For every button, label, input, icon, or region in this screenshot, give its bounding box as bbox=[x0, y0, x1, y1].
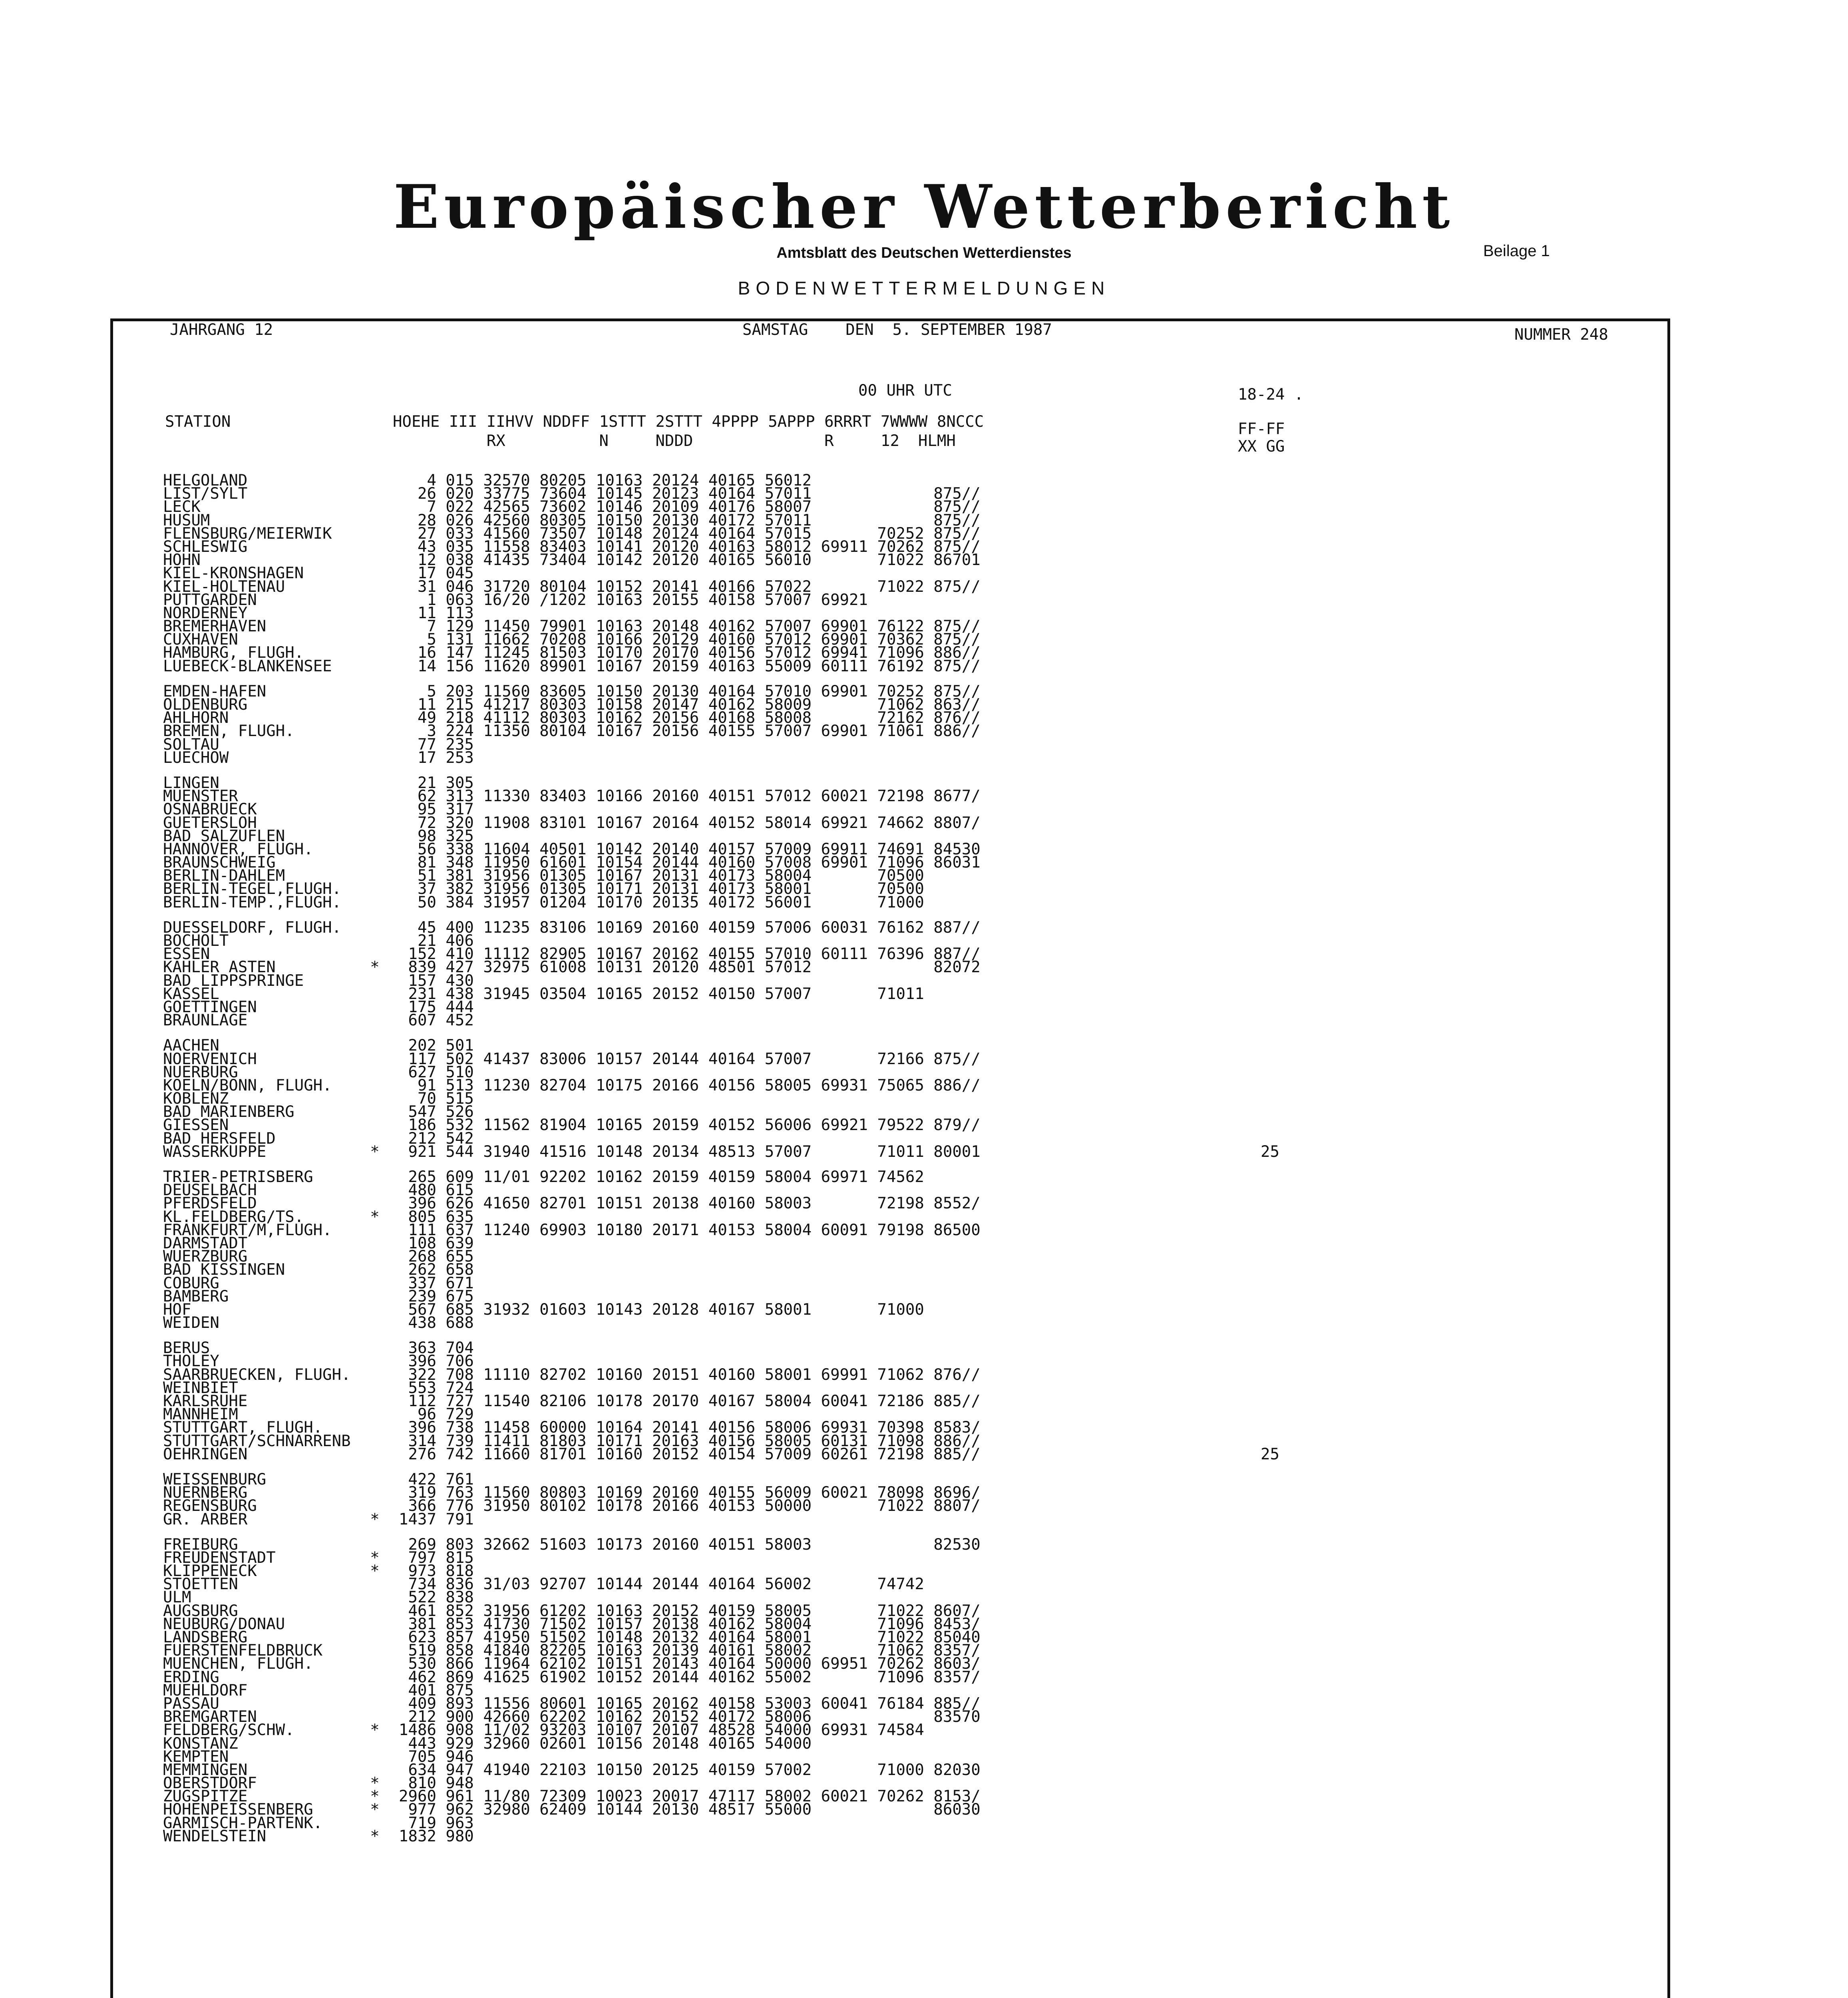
mountain-station-marker: * bbox=[370, 958, 380, 977]
station-report-codes: 21 305 bbox=[399, 774, 474, 792]
station-name: COBURG bbox=[163, 1274, 219, 1292]
station-name: KOBLENZ bbox=[163, 1090, 229, 1108]
station-report-codes: 805 635 bbox=[399, 1208, 474, 1226]
station-report-codes: 175 444 bbox=[399, 998, 474, 1016]
station-report-codes: 31 046 31720 80104 10152 20141 40166 57022 71022 875// bbox=[399, 577, 981, 596]
section-heading: BODENWETTERMELDUNGEN bbox=[738, 278, 1110, 299]
subtitle: Amtsblatt des Deutschen Wetterdienstes bbox=[776, 245, 1072, 261]
station-name: LINGEN bbox=[163, 774, 219, 792]
station-name: LUEBECK-BLANKENSEE bbox=[163, 657, 332, 675]
mountain-station-marker: * bbox=[370, 1801, 380, 1819]
side-header-2: FF-FF bbox=[1238, 420, 1285, 438]
column-station-header: STATION bbox=[165, 413, 231, 431]
station-report-codes: 262 658 bbox=[399, 1261, 474, 1279]
table-row bbox=[163, 724, 981, 738]
station-name: NORDERNEY bbox=[163, 604, 248, 622]
station-report-codes: 96 729 bbox=[399, 1405, 474, 1424]
mountain-station-marker: * bbox=[370, 1510, 380, 1528]
table-row bbox=[163, 735, 981, 754]
station-name: FRANKFURT/M,FLUGH. bbox=[163, 1221, 332, 1239]
station-name: WENDELSTEIN bbox=[163, 1827, 267, 1845]
station-report-codes: 461 852 31956 61202 10163 20152 40159 58005 71022 8607/ bbox=[399, 1602, 981, 1620]
table-row bbox=[163, 1234, 981, 1252]
station-report-codes: 95 317 bbox=[399, 800, 474, 819]
table-row bbox=[163, 816, 981, 830]
station-name: BERLIN-DAHLEM bbox=[163, 867, 285, 885]
group-spacer bbox=[163, 1027, 981, 1039]
station-name: LUECHOW bbox=[163, 748, 229, 767]
table-row bbox=[163, 1170, 981, 1184]
station-name: WASSERKUPPE bbox=[163, 1142, 267, 1161]
station-report-codes: 1 063 16/20 /1202 10163 20155 40158 57007 69921 bbox=[399, 591, 868, 609]
side-header-1: 18-24 . bbox=[1238, 386, 1304, 404]
station-report-codes: 51 381 31956 01305 10167 20131 40173 58004 70500 bbox=[399, 867, 924, 885]
station-name: NOERVENICH bbox=[163, 1050, 257, 1068]
station-name: MEMMINGEN bbox=[163, 1761, 248, 1779]
station-name: KAHLER ASTEN bbox=[163, 958, 276, 977]
station-name: GUETERSLOH bbox=[163, 814, 257, 832]
station-report-codes: 396 706 bbox=[399, 1352, 474, 1371]
station-report-codes: 623 857 41950 51502 10148 20132 40164 58001 71022 85040 bbox=[399, 1628, 981, 1646]
station-report-codes: 17 045 bbox=[399, 564, 474, 583]
station-report-codes: 16 147 11245 81503 10170 20170 40156 57012 69941 71096 886// bbox=[399, 644, 981, 662]
station-report-codes: 157 430 bbox=[399, 971, 474, 990]
station-name: HUSUM bbox=[163, 511, 210, 529]
station-name: BAD MARIENBERG bbox=[163, 1103, 294, 1121]
station-name: BAD HERSFELD bbox=[163, 1129, 276, 1148]
table-row bbox=[163, 1011, 981, 1030]
table-row bbox=[163, 748, 981, 767]
station-report-codes: 921 544 31940 41516 10148 20134 48513 57007 71011 80001 bbox=[399, 1142, 981, 1161]
station-report-codes: 27 033 41560 73507 10148 20124 40164 57015 70252 875// bbox=[399, 524, 981, 543]
station-name: DARMSTADT bbox=[163, 1234, 248, 1252]
station-name: THOLEY bbox=[163, 1352, 219, 1371]
station-name: KOELN/BONN, FLUGH. bbox=[163, 1076, 332, 1095]
station-name: WUERZBURG bbox=[163, 1248, 248, 1266]
station-report-codes: 1486 908 11/02 93203 10107 20107 48528 54000 69931 74584 bbox=[399, 1721, 924, 1739]
table-row bbox=[163, 1510, 981, 1528]
station-name: PFERDSFELD bbox=[163, 1194, 257, 1213]
station-report-codes: 1437 791 bbox=[399, 1510, 474, 1528]
station-report-codes: 322 708 11110 82702 10160 20151 40160 58001 69991 71062 876// bbox=[399, 1365, 981, 1384]
side-value: 25 bbox=[1261, 1445, 1279, 1463]
table-row bbox=[163, 1221, 981, 1239]
station-report-codes: 117 502 41437 83006 10157 20144 40164 57007 72166 875// bbox=[399, 1050, 981, 1068]
station-name: NUERNBERG bbox=[163, 1484, 248, 1502]
station-name: WEINBIET bbox=[163, 1379, 238, 1397]
station-report-codes: 56 338 11604 40501 10142 20140 40157 57009 69911 74691 84530 bbox=[399, 840, 981, 858]
station-report-codes: 11 113 bbox=[399, 604, 474, 622]
station-name: BERLIN-TEGEL,FLUGH. bbox=[163, 880, 342, 898]
table-row bbox=[163, 1763, 981, 1777]
time-label: 00 UHR UTC bbox=[858, 382, 952, 400]
station-name: MANNHEIM bbox=[163, 1405, 238, 1424]
station-name: NEUBURG/DONAU bbox=[163, 1615, 285, 1633]
station-name: FELDBERG/SCHW. bbox=[163, 1721, 294, 1739]
table-row bbox=[163, 787, 981, 806]
station-name: MUEHLDORF bbox=[163, 1681, 248, 1699]
station-name: OSNABRUECK bbox=[163, 800, 257, 819]
station-name: AHLHORN bbox=[163, 709, 229, 727]
station-name: ESSEN bbox=[163, 945, 210, 963]
station-report-codes: 977 962 32980 62409 10144 20130 48517 55000 86030 bbox=[399, 1801, 981, 1819]
table-row bbox=[163, 987, 981, 1001]
station-name: KLIPPENECK bbox=[163, 1562, 257, 1580]
table-row bbox=[163, 1050, 981, 1068]
table-row bbox=[163, 1814, 981, 1832]
station-name: KIEL-KRONSHAGEN bbox=[163, 564, 304, 583]
table-row bbox=[163, 1300, 981, 1319]
table-row bbox=[163, 1365, 981, 1384]
station-name: BAD KISSINGEN bbox=[163, 1261, 285, 1279]
station-report-codes: 81 348 11950 61601 10154 20144 40160 57008 69901 71096 86031 bbox=[399, 854, 981, 872]
station-report-codes: 319 763 11560 80803 10169 20160 40155 56009 60021 78098 8696/ bbox=[399, 1484, 981, 1502]
station-name: HELGOLAND bbox=[163, 472, 248, 490]
station-report-codes: 70 515 bbox=[399, 1090, 474, 1108]
station-name: BERLIN-TEMP.,FLUGH. bbox=[163, 893, 342, 911]
station-report-codes: 62 313 11330 83403 10166 20160 40151 57012 60021 72198 8677/ bbox=[399, 787, 981, 806]
station-report-codes: 337 671 bbox=[399, 1274, 474, 1292]
station-report-codes: 276 742 11660 81701 10160 20152 40154 57009 60261 72198 885// bbox=[399, 1445, 981, 1463]
station-report-codes: 547 526 bbox=[399, 1103, 474, 1121]
station-name: LECK bbox=[163, 498, 201, 516]
table-row bbox=[163, 593, 981, 607]
mountain-station-marker: * bbox=[370, 1827, 380, 1845]
table-row bbox=[163, 657, 981, 675]
station-name: WEIDEN bbox=[163, 1314, 219, 1332]
station-name: WEISSENBURG bbox=[163, 1470, 267, 1489]
station-report-codes: 111 637 11240 69903 10180 20171 40153 58004 60091 79198 86500 bbox=[399, 1221, 981, 1239]
station-name: BREMGARTEN bbox=[163, 1708, 257, 1726]
station-report-codes: 396 738 11458 60000 10164 20141 40156 58006 69931 70398 8583/ bbox=[399, 1419, 981, 1437]
jahrgang-label: JAHRGANG 12 bbox=[170, 321, 273, 339]
station-report-codes: 381 853 41730 71502 10157 20138 40162 58004 71096 8453/ bbox=[399, 1615, 981, 1633]
table-row bbox=[163, 1274, 981, 1292]
station-name: KONSTANZ bbox=[163, 1734, 238, 1753]
station-report-codes: 91 513 11230 82704 10175 20166 40156 58005 69931 75065 886// bbox=[399, 1076, 981, 1095]
station-report-codes: 77 235 bbox=[399, 735, 474, 754]
table-row bbox=[163, 893, 981, 911]
table-row bbox=[163, 1118, 981, 1132]
table-row bbox=[163, 1314, 981, 1332]
station-report-codes: 627 510 bbox=[399, 1063, 474, 1081]
station-report-codes: 231 438 31945 03504 10165 20152 40150 57007 71011 bbox=[399, 985, 924, 1003]
station-report-codes: 239 675 bbox=[399, 1287, 474, 1305]
nummer-label: NUMMER 248 bbox=[1514, 326, 1608, 344]
station-name: KL.FELDBERG/TS. bbox=[163, 1208, 304, 1226]
station-name: KIEL-HOLTENAU bbox=[163, 577, 285, 596]
station-report-codes: 7 129 11450 79901 10163 20148 40162 57007 69901 76122 875// bbox=[399, 617, 981, 636]
station-name: LIST/SYLT bbox=[163, 485, 248, 503]
station-report-codes: 422 761 bbox=[399, 1470, 474, 1489]
station-report-codes: 443 929 32960 02601 10156 20148 40165 54000 bbox=[399, 1734, 812, 1753]
station-report-codes: 5 131 11662 70208 10166 20129 40160 57012 69901 70362 875// bbox=[399, 631, 981, 649]
station-report-codes: 43 035 11558 83403 10141 20120 40163 58012 69911 70262 875// bbox=[399, 537, 981, 556]
station-name: NUERBURG bbox=[163, 1063, 238, 1081]
table-row bbox=[163, 1575, 981, 1594]
station-name: OLDENBURG bbox=[163, 696, 248, 714]
station-name: HANNOVER, FLUGH. bbox=[163, 840, 313, 858]
table-row bbox=[163, 1445, 1279, 1463]
station-report-codes: 396 626 41650 82701 10151 20138 40160 58003 72198 8552/ bbox=[399, 1194, 981, 1213]
station-name: GOETTINGEN bbox=[163, 998, 257, 1016]
table-row bbox=[163, 1248, 981, 1266]
station-name: BRAUNLAGE bbox=[163, 1011, 248, 1030]
station-report-codes: 37 382 31956 01305 10171 20131 40173 58001 70500 bbox=[399, 880, 924, 898]
table-row bbox=[163, 1341, 981, 1355]
station-report-codes: 366 776 31950 80102 10178 20166 40153 50000 71022 8807/ bbox=[399, 1497, 981, 1515]
station-name: CUXHAVEN bbox=[163, 631, 238, 649]
station-report-codes: 26 020 33775 73604 10145 20123 40164 57011 875// bbox=[399, 485, 981, 503]
station-name: ZUGSPITZE bbox=[163, 1787, 248, 1806]
station-name: OBERSTDORF bbox=[163, 1774, 257, 1793]
station-report-codes: 401 875 bbox=[399, 1681, 474, 1699]
mountain-station-marker: * bbox=[370, 1774, 380, 1793]
station-name: HAMBURG, FLUGH. bbox=[163, 644, 304, 662]
station-report-codes: 553 724 bbox=[399, 1379, 474, 1397]
station-name: SCHLESWIG bbox=[163, 537, 248, 556]
station-name: BAD SALZUFLEN bbox=[163, 827, 285, 845]
station-name: BREMEN, FLUGH. bbox=[163, 722, 294, 740]
station-report-codes: 567 685 31932 01603 10143 20128 40167 58001 71000 bbox=[399, 1300, 924, 1319]
date-label: SAMSTAG DEN 5. SEPTEMBER 1987 bbox=[742, 321, 1052, 339]
station-name: GIESSEN bbox=[163, 1116, 229, 1134]
station-name: PUTTGARDEN bbox=[163, 591, 257, 609]
table-row bbox=[163, 1548, 981, 1567]
station-report-codes: 4 015 32570 80205 10163 20124 40165 56012 bbox=[399, 472, 812, 490]
station-name: REGENSBURG bbox=[163, 1497, 257, 1515]
table-row bbox=[163, 998, 981, 1016]
station-report-codes: 72 320 11908 83101 10167 20164 40152 58014 69921 74662 8807/ bbox=[399, 814, 981, 832]
station-name: HOHENPEISSENBERG bbox=[163, 1801, 313, 1819]
station-report-codes: 12 038 41435 73404 10142 20120 40165 56010 71022 86701 bbox=[399, 551, 981, 569]
station-report-codes: 268 655 bbox=[399, 1248, 474, 1266]
station-report-codes: 522 838 bbox=[399, 1588, 474, 1607]
station-name: BERUS bbox=[163, 1339, 210, 1357]
side-header-3: XX GG bbox=[1238, 438, 1285, 456]
station-report-codes: 363 704 bbox=[399, 1339, 474, 1357]
station-report-codes: 28 026 42560 80305 10150 20130 40172 57011 875// bbox=[399, 511, 981, 529]
station-report-codes: 3 224 11350 80104 10167 20156 40155 57007 69901 71061 886// bbox=[399, 722, 981, 740]
station-report-codes: 269 803 32662 51603 10173 20160 40151 58003 82530 bbox=[399, 1535, 981, 1554]
station-name: BRAUNSCHWEIG bbox=[163, 854, 276, 872]
station-name: BREMERHAVEN bbox=[163, 617, 267, 636]
station-report-codes: 480 615 bbox=[399, 1181, 474, 1200]
station-report-codes: 112 727 11540 82106 10178 20170 40167 58004 60041 72186 885// bbox=[399, 1392, 981, 1410]
station-name: BAD LIPPSPRINGE bbox=[163, 971, 304, 990]
station-report-codes: 45 400 11235 83106 10169 20160 40159 57006 60031 76162 887// bbox=[399, 918, 981, 937]
station-report-codes: 98 325 bbox=[399, 827, 474, 845]
table-row bbox=[163, 1734, 981, 1753]
station-name: FLENSBURG/MEIERWIK bbox=[163, 524, 332, 543]
table-row bbox=[163, 1076, 981, 1095]
station-name: HOHN bbox=[163, 551, 201, 569]
station-report-codes: 314 739 11411 81803 10171 20163 40156 58005 60131 71098 886// bbox=[399, 1432, 981, 1450]
station-name: OEHRINGEN bbox=[163, 1445, 248, 1463]
station-name: KARLSRUHE bbox=[163, 1392, 248, 1410]
station-name: SOLTAU bbox=[163, 735, 219, 754]
station-name: EMDEN-HAFEN bbox=[163, 682, 267, 700]
table-row bbox=[163, 1535, 981, 1554]
station-report-codes: 11 215 41217 80303 10158 20147 40162 58009 71062 863// bbox=[399, 696, 981, 714]
table-row bbox=[163, 1392, 981, 1410]
station-report-codes: 108 639 bbox=[399, 1234, 474, 1252]
station-report-codes: 2960 961 11/80 72309 10023 20017 47117 58002 60021 70262 8153/ bbox=[399, 1787, 981, 1806]
station-name: KEMPTEN bbox=[163, 1747, 229, 1766]
column-codes-header: HOEHE III IIHVV NDDFF 1STTT 2STTT 4PPPP 5APPP 6RRRT 7WWWW 8NCCC bbox=[393, 413, 984, 431]
mountain-station-marker: * bbox=[370, 1562, 380, 1580]
page-title: Europäischer Wetterbericht bbox=[393, 172, 1455, 242]
station-report-codes: 462 869 41625 61902 10152 20144 40162 55002 71096 8357/ bbox=[399, 1668, 981, 1686]
station-name: GR. ARBER bbox=[163, 1510, 248, 1528]
station-name: MUENSTER bbox=[163, 787, 238, 806]
table-row bbox=[163, 1142, 1279, 1161]
station-name: GARMISCH-PARTENK. bbox=[163, 1814, 323, 1832]
station-name: STUTTGART/SCHNARRENB bbox=[163, 1432, 351, 1450]
station-name: LANDSBERG bbox=[163, 1628, 248, 1646]
station-name: SAARBRUECKEN, FLUGH. bbox=[163, 1365, 351, 1384]
station-report-codes: 202 501 bbox=[399, 1037, 474, 1055]
mountain-station-marker: * bbox=[370, 1721, 380, 1739]
station-report-codes: 1832 980 bbox=[399, 1827, 474, 1845]
station-report-codes: 186 532 11562 81904 10165 20159 40152 56006 69921 79522 879// bbox=[399, 1116, 981, 1134]
station-report-codes: 212 900 42660 62202 10162 20152 40172 58006 83570 bbox=[399, 1708, 981, 1726]
station-report-codes: 17 253 bbox=[399, 748, 474, 767]
station-name: DEUSELBACH bbox=[163, 1181, 257, 1200]
side-value: 25 bbox=[1261, 1142, 1279, 1161]
column-codes-subheader: RX N NDDD R 12 HLMH bbox=[393, 432, 956, 450]
station-report-codes: 21 406 bbox=[399, 932, 474, 950]
mountain-station-marker: * bbox=[370, 1142, 380, 1161]
station-name: FREIBURG bbox=[163, 1535, 238, 1554]
station-report-codes: 634 947 41940 22103 10150 20125 40159 57002 71000 82030 bbox=[399, 1761, 981, 1779]
station-report-codes: 14 156 11620 89901 10167 20159 40163 55009 60111 76192 875// bbox=[399, 657, 981, 675]
station-report-codes: 7 022 42565 73602 10146 20109 40176 58007 875// bbox=[399, 498, 981, 516]
station-name: ULM bbox=[163, 1588, 191, 1607]
station-report-codes: 50 384 31957 01204 10170 20135 40172 56001 71000 bbox=[399, 893, 924, 911]
station-report-codes: 839 427 32975 61008 10131 20120 48501 57012 82072 bbox=[399, 958, 981, 977]
table-row bbox=[163, 918, 981, 937]
station-name: PASSAU bbox=[163, 1694, 219, 1713]
group-spacer bbox=[163, 1329, 981, 1341]
station-report-codes: 409 893 11556 80601 10165 20162 40158 53003 60041 76184 885// bbox=[399, 1694, 981, 1713]
station-name: BOCHOLT bbox=[163, 932, 229, 950]
station-name: AUGSBURG bbox=[163, 1602, 238, 1620]
station-report-codes: 265 609 11/01 92202 10162 20159 40159 58004 69971 74562 bbox=[399, 1168, 924, 1186]
station-name: AACHEN bbox=[163, 1037, 219, 1055]
station-report-codes: 212 542 bbox=[399, 1129, 474, 1148]
group-spacer bbox=[163, 764, 981, 776]
station-report-codes: 734 836 31/03 92707 10144 20144 40164 56002 74742 bbox=[399, 1575, 924, 1594]
station-report-codes: 797 815 bbox=[399, 1548, 474, 1567]
station-name: BAMBERG bbox=[163, 1287, 229, 1305]
station-report-codes: 530 866 11964 62102 10151 20143 40164 50000 69951 70262 8603/ bbox=[399, 1655, 981, 1673]
station-report-codes: 719 963 bbox=[399, 1814, 474, 1832]
station-name: FREUDENSTADT bbox=[163, 1548, 276, 1567]
mountain-station-marker: * bbox=[370, 1787, 380, 1806]
station-report-codes: 519 858 41840 82205 10163 20139 40161 58002 71062 8357/ bbox=[399, 1642, 981, 1660]
station-name: DUESSELDORF, FLUGH. bbox=[163, 918, 342, 937]
station-name: MUENCHEN, FLUGH. bbox=[163, 1655, 313, 1673]
station-report-codes: 438 688 bbox=[399, 1314, 474, 1332]
beilage-label: Beilage 1 bbox=[1483, 242, 1550, 260]
station-report-codes: 973 818 bbox=[399, 1562, 474, 1580]
table-row bbox=[163, 1668, 981, 1686]
table-row bbox=[163, 1497, 981, 1515]
table-row bbox=[163, 1827, 981, 1845]
station-report-codes: 607 452 bbox=[399, 1011, 474, 1030]
mountain-station-marker: * bbox=[370, 1548, 380, 1567]
station-report-codes: 5 203 11560 83605 10150 20130 40164 57010 69901 70252 875// bbox=[399, 682, 981, 700]
station-report-codes: 705 946 bbox=[399, 1747, 474, 1766]
station-name: HOF bbox=[163, 1300, 191, 1319]
mountain-station-marker: * bbox=[370, 1208, 380, 1226]
station-table bbox=[163, 472, 1279, 1845]
station-name: TRIER-PETRISBERG bbox=[163, 1168, 313, 1186]
station-name: ERDING bbox=[163, 1668, 219, 1686]
station-name: FUERSTENFELDBRUCK bbox=[163, 1642, 323, 1660]
station-name: STUTTGART, FLUGH. bbox=[163, 1419, 323, 1437]
station-report-codes: 152 410 11112 82905 10167 20162 40155 57010 60111 76396 887// bbox=[399, 945, 981, 963]
station-report-codes: 49 218 41112 80303 10162 20156 40168 58008 72162 876// bbox=[399, 709, 981, 727]
station-report-codes: 810 948 bbox=[399, 1774, 474, 1793]
station-name: STOETTEN bbox=[163, 1575, 238, 1594]
station-name: KASSEL bbox=[163, 985, 219, 1003]
table-row bbox=[163, 1261, 981, 1279]
